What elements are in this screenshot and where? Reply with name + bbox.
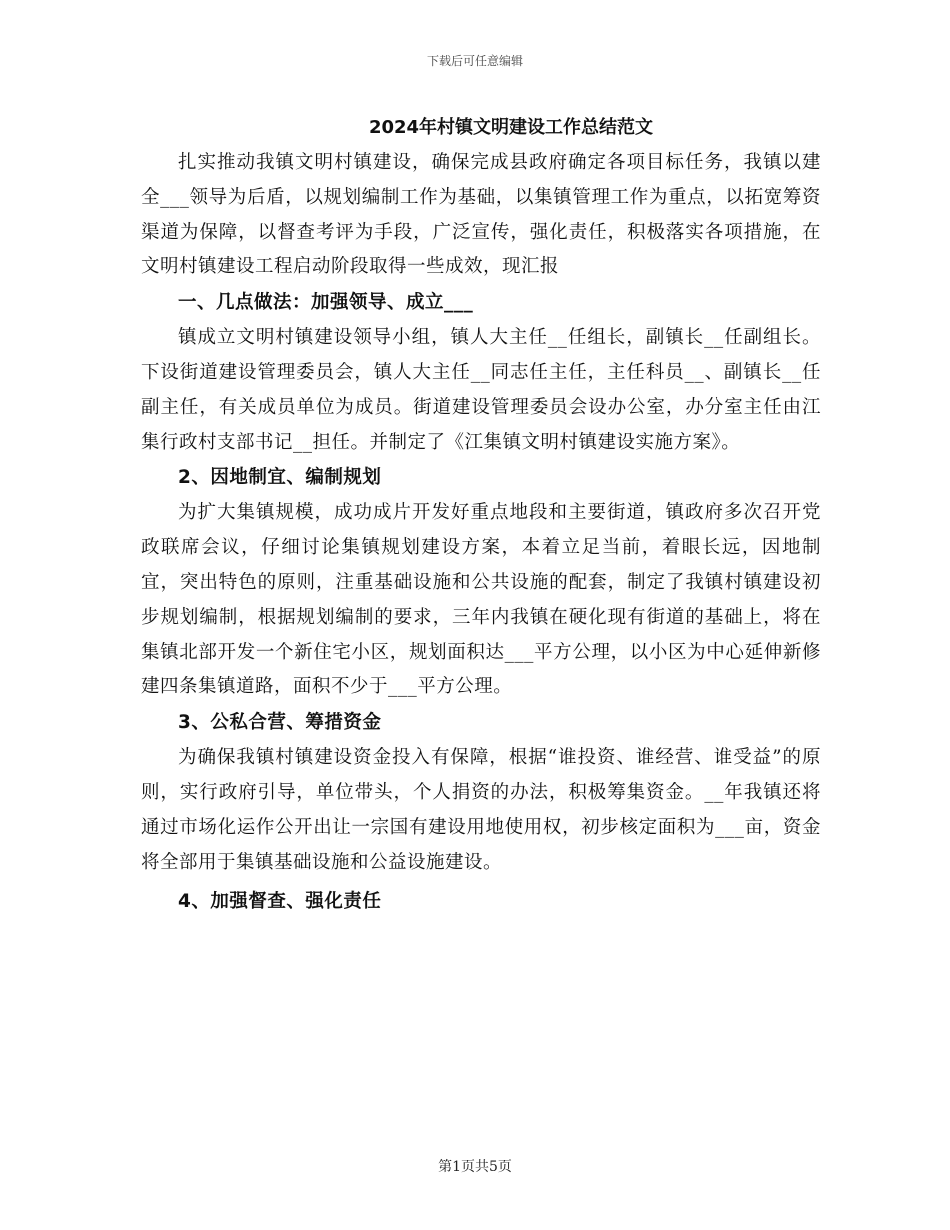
section-body-3: 为确保我镇村镇建设资金投入有保障，根据“谁投资、谁经营、谁受益”的原则，实行政府引导，单位带头，个人捐资的办法，积极筹集资金。__年我镇还将通过市场化运作公开出让一宗国有建设用地使用权，初步核定面积为___亩，资金将全部用于集镇基础设施和公益设施建设。	[141, 747, 821, 873]
section-heading-1: 一、几点做法：加强领导、成立___	[178, 292, 474, 314]
section-heading-4: 4、加强督查、强化责任	[178, 891, 382, 913]
intro-paragraph: 扎实推动我镇文明村镇建设，确保完成县政府确定各项目标任务，我镇以建全___领导为后盾，以规划编制工作为基础，以集镇管理工作为重点，以拓宽筹资渠道为保障，以督查考评为手段，广泛宣传，强化责任，积极落实各项措施，在文明村镇建设工程启动阶段取得一些成效，现汇报	[141, 152, 821, 278]
document-title: 2024年村镇文明建设工作总结范文	[368, 117, 654, 138]
header-note: 下载后可任意编辑	[426, 54, 523, 68]
document-body	[141, 110, 821, 920]
section-heading-3: 3、公私合营、筹措资金	[178, 712, 382, 734]
page-footer: 第1页共5页	[438, 1159, 512, 1175]
section-body-2: 为扩大集镇规模，成功成片开发好重点地段和主要街道，镇政府多次召开党政联席会议，仔细讨论集镇规划建设方案，本着立足当前，着眼长远，因地制宜，突出特色的原则，注重基础设施和公共设施的配套，制定了我镇村镇建设初步规划编制，根据规划编制的要求，三年内我镇在硬化现有街道的基础上，将在集镇北部开发一个新住宅小区，规划面积达___平方公理，以小区为中心延伸新修建四条集镇道路，面积不少于___平方公理。	[141, 502, 821, 698]
section-body-1: 镇成立文明村镇建设领导小组，镇人大主任__任组长，副镇长__任副组长。下设街道建设管理委员会，镇人大主任__同志任主任，主任科员__、副镇长__任副主任，有关成员单位为成员。街道建设管理委员会设办公室，办分室主任由江集行政村支部书记__担任。并制定了《江集镇文明村镇建设实施方案》。	[141, 327, 821, 453]
section-heading-2: 2、因地制宜、编制规划	[178, 467, 382, 489]
